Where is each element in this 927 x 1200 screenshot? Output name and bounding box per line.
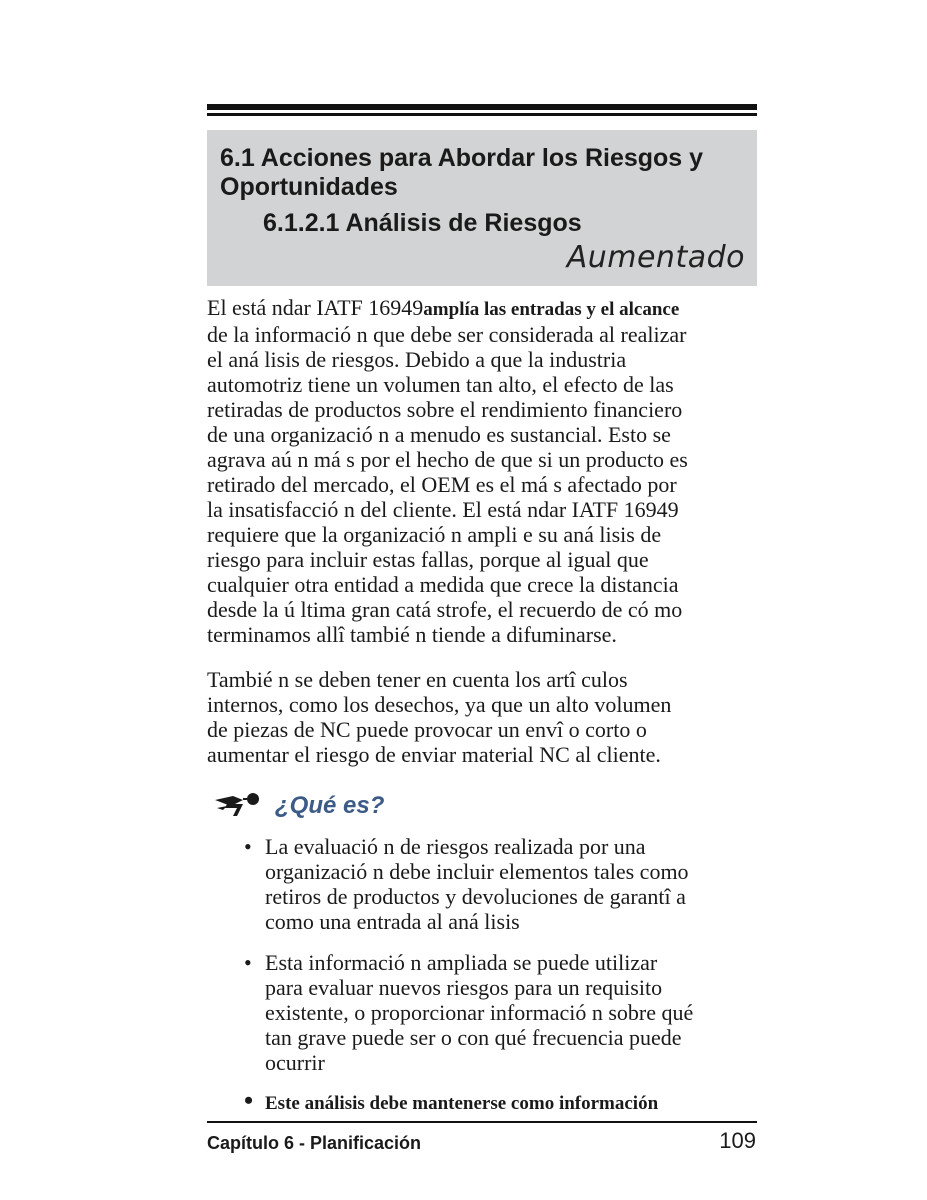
list-item — [240, 950, 800, 1075]
status-tag: Aumentado — [566, 240, 745, 275]
paragraph-line: retirado del mercado, el OEM es el má s afectado por — [207, 472, 677, 497]
paragraph-line: cualquier otra entidad a medida que crece la distancia — [207, 572, 679, 597]
bullet-line: existente, o proporcionar informació n sobre qué — [265, 1000, 694, 1025]
bullet-line: como una entrada al aná lisis — [265, 909, 520, 934]
paragraph-1 — [207, 295, 792, 647]
paragraph-line: retiradas de productos sobre el rendimiento financiero — [207, 397, 683, 422]
paragraph-line: desde la ú ltima gran catá strofe, el recuerdo de có mo — [207, 597, 683, 622]
bullet-line: Este análisis debe mantenerse como información — [265, 1093, 659, 1114]
bullet-line: ocurrir — [265, 1050, 325, 1075]
runner-icon — [213, 790, 269, 820]
line-text: El está ndar IATF 16949 — [207, 295, 424, 320]
list-item — [240, 1086, 800, 1116]
footer-chapter: Capítulo 6 - Planificación — [207, 1133, 422, 1153]
top-rule-thick — [207, 104, 757, 110]
top-rule-thin — [207, 113, 757, 116]
paragraph-line: agrava aú n má s por el hecho de que si un producto es — [207, 447, 688, 472]
bullet-line: organizació n debe incluir elementos tales como — [265, 859, 689, 884]
bullet-line: para evaluar nuevos riesgos para un requisito — [265, 975, 663, 1000]
paragraph-line: de piezas de NC puede provocar un envî o corto o — [207, 717, 647, 742]
paragraph-line: requiere que la organizació n ampli e su aná lisis de — [207, 522, 662, 547]
paragraph-line: de una organizació n a menudo es sustancial. Esto se — [207, 422, 671, 447]
paragraph-line: el aná lisis de riesgos. Debido a que la industria — [207, 347, 627, 372]
que-es-label: ¿Qué es? — [275, 792, 385, 819]
bullet-dot: • — [244, 950, 252, 975]
paragraph-2 — [207, 667, 792, 767]
paragraph-line: automotriz tiene un volumen tan alto, el efecto de las — [207, 372, 674, 397]
paragraph-line: de la informació n que debe ser considerada al realizar — [207, 322, 687, 347]
paragraph-line: la insatisfacció n del cliente. El está ndar IATF 16949 — [207, 497, 679, 522]
bullet-line: La evaluació n de riesgos realizada por una — [265, 834, 646, 859]
bold-phrase: amplía las entradas y el alcance — [423, 299, 680, 320]
paragraph-line: riesgo para incluir estas fallas, porque al igual que — [207, 547, 649, 572]
bullet-line: tan grave puede ser o con qué frecuencia puede — [265, 1025, 682, 1050]
page-number: 109 — [719, 1128, 756, 1153]
bullet-line: retiros de productos y devoluciones de garantî a — [265, 884, 686, 909]
footer-rule — [207, 1121, 757, 1123]
subsection-title: 6.1.2.1 Análisis de Riesgos — [263, 209, 582, 237]
paragraph-line: internos, como los desechos, ya que un alto volumen — [207, 692, 672, 717]
paragraph-line — [207, 295, 792, 322]
paragraph-line: aumentar el riesgo de enviar material NC al cliente. — [207, 742, 661, 767]
bullet-dot: • — [244, 1086, 254, 1115]
section-title: 6.1 Acciones para Abordar los Riesgos y Oportunidades — [220, 144, 704, 201]
bullet-dot: • — [244, 834, 252, 859]
paragraph-line: terminamos allî tambié n tiende a difuminarse. — [207, 622, 617, 647]
list-item — [240, 834, 800, 934]
paragraph-line: Tambié n se deben tener en cuenta los artî culos — [207, 667, 628, 692]
bullet-list — [240, 834, 800, 1132]
bullet-line: Esta informació n ampliada se puede utilizar — [265, 950, 658, 975]
